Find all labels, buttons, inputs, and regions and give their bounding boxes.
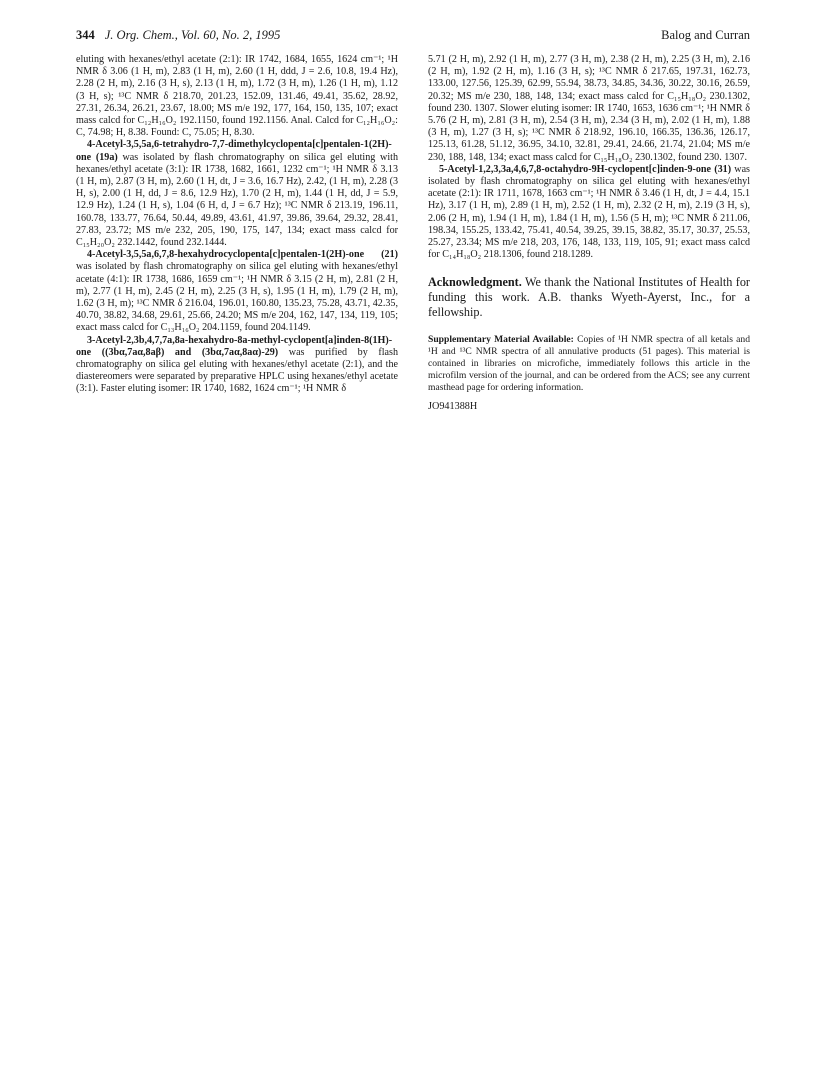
acknowledgment-text: We thank the National Institutes of Health for funding this work. A.B. thanks Wyeth-Ayerst, Inc., for a fellowship. <box>428 275 750 320</box>
compound-data: was purified by flash chromatography on silica gel eluting with hexanes/ethyl acetate (2:1), and the diastereomers were separated by preparative HPLC using hexanes/ethyl acetate (3:1). Faster eluting isomer: IR 1740, 1682, 1624 cm⁻¹; ¹H NMR δ <box>76 346 398 395</box>
compound-name: 4-Acetyl-3,5,5a,6,7,8-hexahydrocyclopenta[c]pentalen-1(2H)-one (21) <box>87 249 398 261</box>
compound-name: 3-Acetyl-2,3b,4,7,7a,8a-hexahydro-8a-methyl-cyclopent[a]inden-8(1H)-one ((3bα,7aα,8aβ) and (3bα,7aα,8aα)-29) <box>76 334 393 358</box>
paragraph-continued: 5.71 (2 H, m), 2.92 (1 H, m), 2.77 (3 H, m), 2.38 (2 H, m), 2.25 (3 H, m), 2.16 (2 H, m), 1.92 (2 H, m), 1.16 (3 H, s); ¹³C NMR δ 217.65, 197.31, 162.73, 133.00, 127.56, 125.39, 62.99, 55.94, 38.73, 34.85, 34.36, 30.22, 30.16, 26.59, 20.32; MS m/e 230, 188, 148, 134; exact mass calcd for C₁₅H₁₈O₂ 230.1302, found 230. 1307. Slower eluting isomer: IR 1740, 1653, 1636 cm⁻¹; ¹H NMR δ 5.76 (2 H, m), 2.81 (3 H, m), 2.54 (3 H, m), 2.34 (3 H, m), 2.02 (1 H, m), 1.88 (3 H, m), 1.27 (3 H, s); ¹³C NMR δ 218.92, 196.10, 166.35, 136.36, 126.17, 125.13, 61.28, 51.12, 36.95, 34.10, 32.81, 29.41, 24.66, 21.74, 21.04; MS m/e 230, 188, 148, 134; exact mass calcd for C₁₅H₁₈O₂ 230.1302, found 230. 1307. <box>428 54 750 163</box>
journal-page <box>76 28 751 413</box>
acknowledgment <box>428 275 750 320</box>
header-left <box>76 28 280 43</box>
acknowledgment-heading: Acknowledgment. <box>428 275 522 290</box>
compound-name: 5-Acetyl-1,2,3,3a,4,6,7,8-octahydro-9H-cyclopent[c]inden-9-one (31) <box>439 163 732 175</box>
page-number: 344 <box>76 28 95 42</box>
paragraph-continued: eluting with hexanes/ethyl acetate (2:1): IR 1742, 1684, 1655, 1624 cm⁻¹; ¹H NMR δ 3.06 (1 H, m), 2.83 (1 H, m), 2.60 (1 H, ddd, J = 2.6, 10.8, 19.4 Hz), 2.28 (2 H, m), 2.16 (3 H, s), 2.13 (1 H, m), 1.72 (3 H, m), 1.26 (1 H, m), 1.12 (3 H, s); ¹³C NMR δ 218.70, 201.23, 152.09, 131.46, 49.41, 35.62, 28.92, 27.31, 26.34, 26.21, 23.67, 18.00; MS m/e 192, 177, 164, 150, 135, 107; exact mass calcd for C₁₂H₁₆O₂ 192.1150, found 192.1156. Anal. Calcd for C₁₂H₁₆O₂: C, 74.98; H, 8.38. Found: C, 75.05; H, 8.30. <box>76 54 398 139</box>
supplementary-heading: Supplementary Material Available: <box>428 334 574 346</box>
left-column <box>76 54 398 396</box>
supplementary-text: Copies of ¹H NMR spectra of all ketals and ¹H and ¹³C NMR spectra of all annulative products (51 pages). This material is contained in libraries on microfiche, immediately follows this article in the microfilm version of the journal, and can be ordered from the ACS; see any current masthead page for ordering information. <box>428 334 751 393</box>
paragraph-compound-31 <box>428 164 750 262</box>
compound-data: was isolated by flash chromatography on silica gel eluting with hexanes/ethyl acetate (2:1): IR 1711, 1678, 1663 cm⁻¹; ¹H NMR δ 3.46 (1 H, dt, J = 4.4, 15.1 Hz), 3.17 (1 H, m), 2.89 (1 H, m), 2.52 (1 H, m), 2.32 (2 H, m), 2.19 (3 H, s), 2.06 (2 H, m), 1.94 (1 H, m), 1.84 (1 H, m), 1.56 (5 H, m); ¹³C NMR δ 211.06, 198.34, 155.25, 133.42, 75.41, 40.54, 39.25, 39.15, 38.82, 35.17, 30.37, 25.53, 25.27, 23.34; MS m/e 218, 203, 176, 148, 133, 119, 105, 91; exact mass calcd for C₁₄H₁₈O₂ 218.1306, found 218.1289. <box>428 163 750 261</box>
compound-data: was isolated by flash chromatography on silica gel eluting with hexanes/ethyl acetate (4:1): IR 1738, 1686, 1659 cm⁻¹; ¹H NMR δ 3.15 (2 H, m), 2.81 (2 H, m), 2.77 (1 H, m), 2.45 (2 H, m), 2.25 (3 H, s), 1.95 (1 H, m), 1.79 (2 H, m), 1.62 (3 H, m); ¹³C NMR δ 216.04, 196.01, 160.80, 135.23, 75.28, 43.71, 42.35, 40.70, 38.82, 34.68, 29.61, 25.66, 24.20; MS m/e 204, 162, 147, 134, 119, 105; exact mass calcd for C₁₃H₁₆O₂ 204.1159, found 204.1149. <box>76 261 398 334</box>
supplementary-material <box>428 334 750 393</box>
paragraph-compound-21 <box>76 249 398 334</box>
compound-name: 4-Acetyl-3,5,5a,6-tetrahydro-7,7-dimethylcyclopenta[c]pentalen-1(2H)-one (19a) <box>76 139 392 163</box>
right-column <box>428 54 750 413</box>
compound-data: was isolated by flash chromatography on silica gel eluting with hexanes/ethyl acetate (3:1): IR 1738, 1682, 1661, 1232 cm⁻¹; ¹H NMR δ 3.13 (1 H, m), 2.87 (3 H, m), 2.60 (1 H, dt, J = 3.6, 16.7 Hz), 2.42, (1 H, m), 2.28 (3 H, s), 2.00 (1 H, dd, J = 8.6, 12.9 Hz), 1.70 (2 H, m), 1.44 (1 H, dd, J = 5.9, 12.9 Hz), 1.24 (1 H, s), 1.04 (6 H, d, J = 6.7 Hz); ¹³C NMR δ 213.19, 196.11, 160.78, 133.77, 76.64, 50.44, 49.89, 43.61, 41.97, 39.86, 39.64, 29.32, 28.41, 27.83, 23.72; MS m/e 232, 205, 190, 175, 147, 134; exact mass calcd for C₁₅H₂₀O₂ 232.1442, found 232.1444. <box>76 151 398 249</box>
manuscript-code: JO941388H <box>428 401 478 413</box>
journal-citation: J. Org. Chem., Vol. 60, No. 2, 1995 <box>104 28 281 42</box>
paragraph-compound-19a <box>76 139 398 249</box>
header-authors: Balog and Curran <box>661 28 750 42</box>
page-header <box>76 28 750 46</box>
paragraph-compound-29 <box>76 335 398 396</box>
